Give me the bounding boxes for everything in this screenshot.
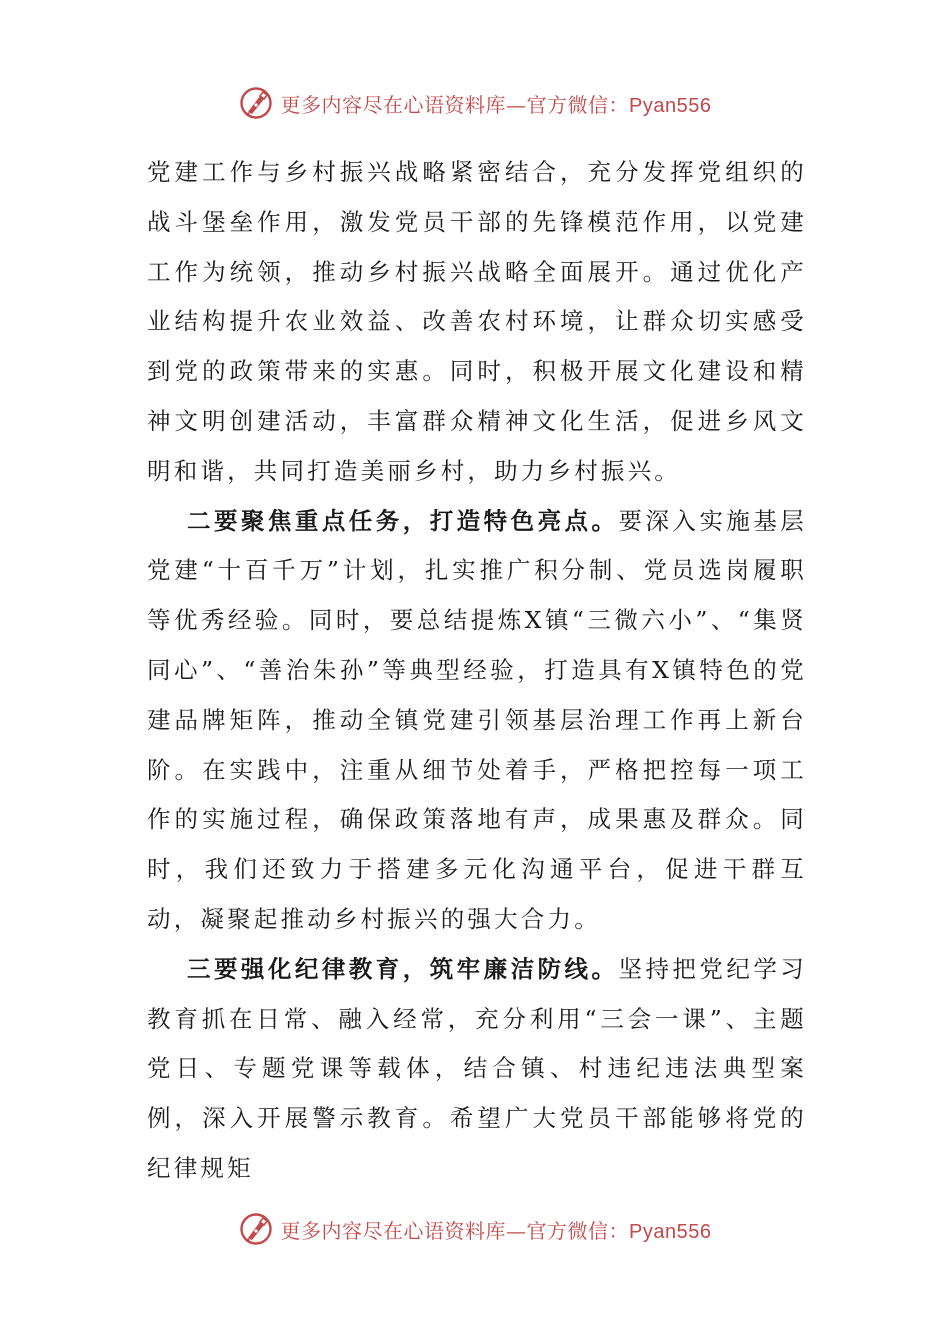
header-watermark xyxy=(0,83,950,123)
paragraph-3-text: 坚持把党纪学习教育抓在日常、融入经常，充分利用“三会一课”、主题党日、专题党课等载体，结合镇、村违纪违法典型案例，深入开展警示教育。希望广大党员干部能够将党的纪律规矩 xyxy=(147,954,807,1182)
watermark-wechat-id: Pyan556 xyxy=(629,94,712,117)
paragraph-2-text: 要深入实施基层党建“十百千万”计划，扎实推广积分制、党员选岗履职等优秀经验。同时，要总结提炼X镇“三微六小”、“集贤同心”、“善治朱孙”等典型经验，打造具有X镇特色的党建品牌矩阵，推动全镇党建引领基层治理工作再上新台阶。在实践中，注重从细节处着手，严格把控每一项工作的实施过程，确保政策落地有声，成果惠及群众。同时，我们还致力于搭建多元化沟通平台，促进干群互动，凝聚起推动乡村振兴的强大合力。 xyxy=(147,506,807,933)
paragraph-2-lead: 二要聚焦重点任务，打造特色亮点。 xyxy=(187,506,619,535)
paragraph-3 xyxy=(147,945,807,1194)
footer-watermark xyxy=(0,1209,950,1249)
watermark-label: 更多内容尽在心语资料库—官方微信： xyxy=(280,92,630,117)
pen-nib-icon xyxy=(239,86,273,120)
paragraph-1 xyxy=(147,148,807,497)
watermark-wechat-id: Pyan556 xyxy=(629,1220,712,1243)
watermark-label: 更多内容尽在心语资料库—官方微信： xyxy=(280,1218,630,1243)
watermark-text xyxy=(281,89,712,118)
paragraph-1-text: 党建工作与乡村振兴战略紧密结合，充分发挥党组织的战斗堡垒作用，激发党员干部的先锋模范作用，以党建工作为统领，推动乡村振兴战略全面展开。通过优化产业结构提升农业效益、改善农村环境，让群众切实感受到党的政策带来的实惠。同时，积极开展文化建设和精神文明创建活动，丰富群众精神文化生活，促进乡风文明和谐，共同打造美丽乡村，助力乡村振兴。 xyxy=(147,158,807,485)
paragraph-3-lead: 三要强化纪律教育，筑牢廉洁防线。 xyxy=(187,954,619,983)
pen-nib-icon xyxy=(239,1212,273,1246)
watermark-text xyxy=(281,1215,712,1244)
document-body xyxy=(147,148,807,1194)
paragraph-2 xyxy=(147,497,807,945)
